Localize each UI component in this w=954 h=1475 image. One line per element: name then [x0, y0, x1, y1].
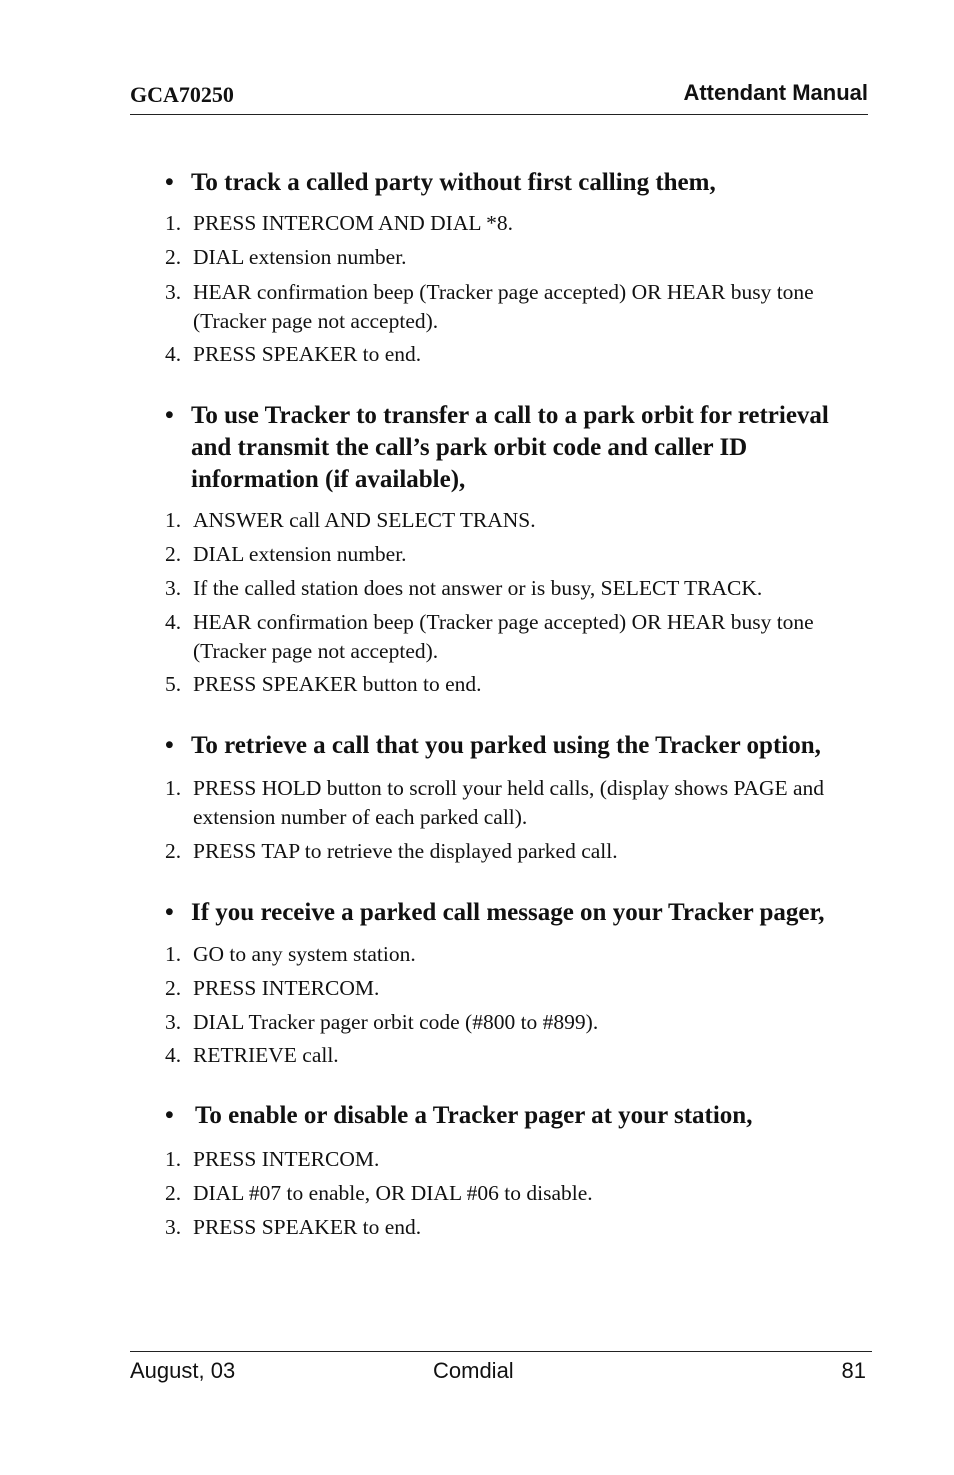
- step-item: 2. PRESS INTERCOM.: [165, 976, 380, 1000]
- section-heading: • To track a called party without first calling them,: [165, 167, 865, 199]
- step-item: 2. DIAL extension number.: [165, 542, 407, 566]
- step-item: 2. PRESS TAP to retrieve the displayed parked call.: [165, 839, 618, 863]
- step-item: 4. HEAR confirmation beep (Tracker page accepted) OR HEAR busy tone (Tracker page not accepted).: [165, 610, 814, 663]
- section-heading: • To use Tracker to transfer a call to a park orbit for retrieval and transmit the call’s park orbit code and caller ID information (if available),: [165, 402, 829, 493]
- bullet-icon: •: [165, 1102, 174, 1129]
- page-number: 81: [841, 1358, 866, 1383]
- step-item: 3. PRESS SPEAKER to end.: [165, 1215, 422, 1239]
- page-header: [130, 80, 868, 115]
- bullet-icon: •: [165, 899, 174, 926]
- bullet-icon: •: [165, 732, 174, 759]
- section-heading: • To retrieve a call that you parked using the Tracker option,: [165, 730, 865, 762]
- footer-company: Comdial: [433, 1358, 514, 1383]
- bullet-icon: •: [165, 402, 174, 429]
- footer-date: August, 03: [130, 1358, 236, 1383]
- page-footer: [130, 1351, 872, 1392]
- step-item: 1. PRESS HOLD button to scroll your held calls, (display shows PAGE and extension number of each parked call).: [165, 776, 825, 829]
- step-item: 3. HEAR confirmation beep (Tracker page accepted) OR HEAR busy tone (Tracker page not accepted).: [165, 280, 814, 333]
- step-item: 1. GO to any system station.: [165, 942, 416, 966]
- step-item: 2. DIAL #07 to enable, OR DIAL #06 to disable.: [165, 1181, 593, 1205]
- section-heading: • If you receive a parked call message on your Tracker pager,: [165, 897, 865, 929]
- step-item: 1. ANSWER call AND SELECT TRANS.: [165, 508, 536, 532]
- step-item: 2. DIAL extension number.: [165, 245, 407, 269]
- step-item: 3. DIAL Tracker pager orbit code (#800 to #899).: [165, 1010, 599, 1034]
- document-id: GCA70250: [130, 82, 234, 107]
- step-item: 5. PRESS SPEAKER button to end.: [165, 672, 482, 696]
- step-item: 4. PRESS SPEAKER to end.: [165, 342, 422, 366]
- bullet-icon: •: [165, 169, 174, 196]
- manual-title: Attendant Manual: [683, 80, 868, 105]
- step-item: 1. PRESS INTERCOM.: [165, 1147, 380, 1171]
- step-item: 4. RETRIEVE call.: [165, 1043, 339, 1067]
- step-item: 3. If the called station does not answer or is busy, SELECT TRACK.: [165, 576, 763, 600]
- step-item: 1. PRESS INTERCOM AND DIAL *8.: [165, 211, 513, 235]
- section-heading: • To enable or disable a Tracker pager at your station,: [165, 1100, 865, 1132]
